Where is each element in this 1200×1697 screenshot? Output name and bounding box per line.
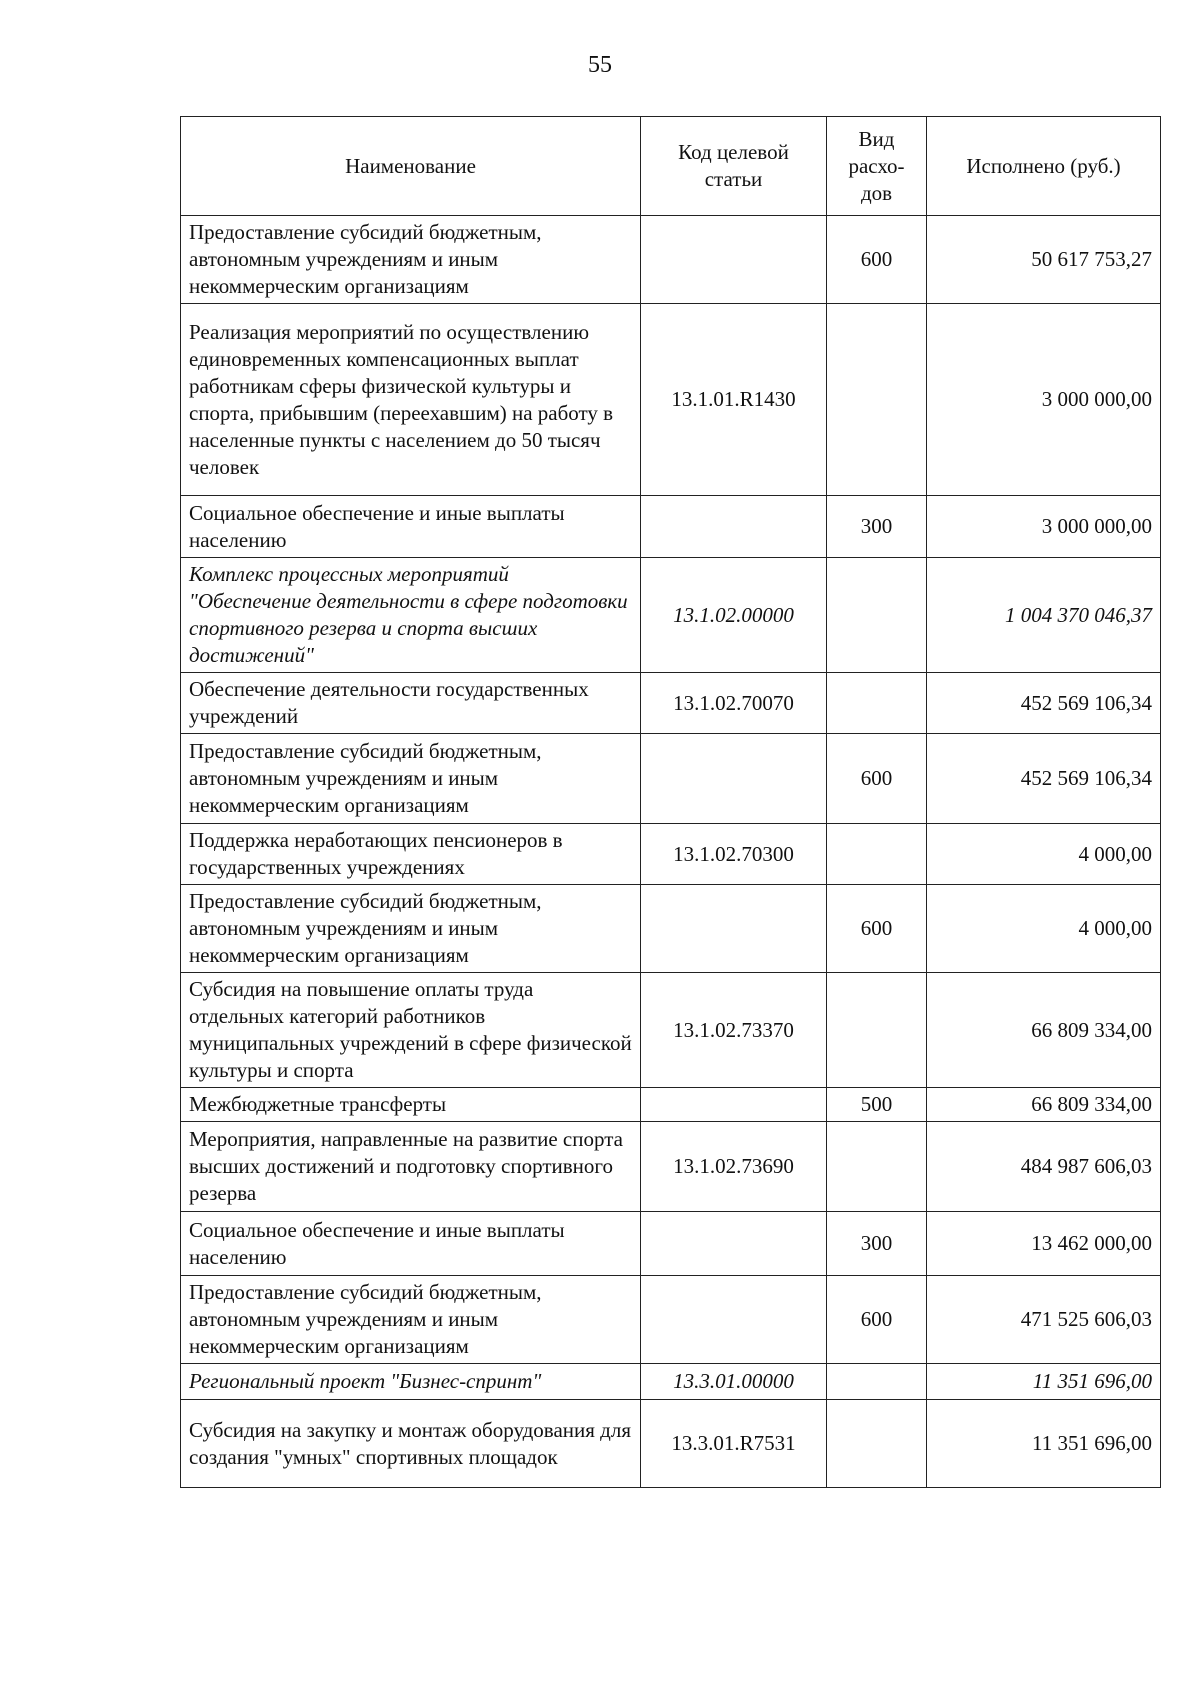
table-row bbox=[181, 1088, 1161, 1122]
cell-code bbox=[641, 1276, 827, 1364]
cell-sum: 3 000 000,00 bbox=[927, 304, 1161, 496]
cell-name: Социальное обеспечение и иные выплаты населению bbox=[181, 1212, 641, 1276]
cell-name: Поддержка неработающих пенсионеров в государственных учреждениях bbox=[181, 824, 641, 885]
cell-kind: 600 bbox=[827, 734, 927, 824]
cell-kind: 300 bbox=[827, 496, 927, 558]
cell-sum: 13 462 000,00 bbox=[927, 1212, 1161, 1276]
cell-sum: 4 000,00 bbox=[927, 885, 1161, 973]
table-row bbox=[181, 1212, 1161, 1276]
cell-code bbox=[641, 496, 827, 558]
cell-name: Региональный проект "Бизнес-спринт" bbox=[181, 1364, 641, 1400]
cell-code bbox=[641, 216, 827, 304]
cell-kind: 600 bbox=[827, 1276, 927, 1364]
cell-kind bbox=[827, 824, 927, 885]
cell-name: Мероприятия, направленные на развитие спорта высших достижений и подготовку спортивного резерва bbox=[181, 1122, 641, 1212]
budget-table bbox=[180, 116, 1161, 1488]
cell-name: Предоставление субсидий бюджетным, автономным учреждениям и иным некоммерческим организациям bbox=[181, 1276, 641, 1364]
cell-sum: 11 351 696,00 bbox=[927, 1400, 1161, 1488]
page-number: 55 bbox=[588, 52, 612, 78]
header-name: Наименование bbox=[181, 117, 641, 216]
table-body bbox=[181, 216, 1161, 1488]
header-code: Код целевой статьи bbox=[641, 117, 827, 216]
cell-kind bbox=[827, 1364, 927, 1400]
header-kind: Вид расхо-дов bbox=[827, 117, 927, 216]
cell-sum: 66 809 334,00 bbox=[927, 973, 1161, 1088]
table-row bbox=[181, 1364, 1161, 1400]
cell-name: Предоставление субсидий бюджетным, автономным учреждениям и иным некоммерческим организациям bbox=[181, 885, 641, 973]
cell-name: Предоставление субсидий бюджетным, автономным учреждениям и иным некоммерческим организациям bbox=[181, 734, 641, 824]
cell-sum: 66 809 334,00 bbox=[927, 1088, 1161, 1122]
cell-sum: 471 525 606,03 bbox=[927, 1276, 1161, 1364]
table-header-row bbox=[181, 117, 1161, 216]
cell-name: Социальное обеспечение и иные выплаты населению bbox=[181, 496, 641, 558]
table-row bbox=[181, 216, 1161, 304]
cell-name: Субсидия на закупку и монтаж оборудования для создания "умных" спортивных площадок bbox=[181, 1400, 641, 1488]
cell-kind: 500 bbox=[827, 1088, 927, 1122]
cell-code bbox=[641, 885, 827, 973]
table-row bbox=[181, 973, 1161, 1088]
table-row bbox=[181, 885, 1161, 973]
cell-code: 13.3.01.00000 bbox=[641, 1364, 827, 1400]
table-row bbox=[181, 824, 1161, 885]
cell-sum: 1 004 370 046,37 bbox=[927, 558, 1161, 673]
cell-code: 13.1.02.70300 bbox=[641, 824, 827, 885]
table-row bbox=[181, 734, 1161, 824]
cell-sum: 484 987 606,03 bbox=[927, 1122, 1161, 1212]
cell-kind bbox=[827, 1400, 927, 1488]
cell-name: Реализация мероприятий по осуществлению единовременных компенсационных выплат работникам сферы физической культуры и спорта, прибывшим (переехавшим) на работу в населенные пункты с населением до 50 тысяч человек bbox=[181, 304, 641, 496]
cell-name: Субсидия на повышение оплаты труда отдельных категорий работников муниципальных учреждений в сфере физической культуры и спорта bbox=[181, 973, 641, 1088]
table-row bbox=[181, 558, 1161, 673]
table-row bbox=[181, 1122, 1161, 1212]
cell-name: Комплекс процессных мероприятий "Обеспечение деятельности в сфере подготовки спортивного резерва и спорта высших достижений" bbox=[181, 558, 641, 673]
table-row bbox=[181, 304, 1161, 496]
cell-name: Предоставление субсидий бюджетным, автономным учреждениям и иным некоммерческим организациям bbox=[181, 216, 641, 304]
cell-code: 13.1.02.73690 bbox=[641, 1122, 827, 1212]
cell-kind: 600 bbox=[827, 885, 927, 973]
cell-name: Межбюджетные трансферты bbox=[181, 1088, 641, 1122]
header-sum: Исполнено (руб.) bbox=[927, 117, 1161, 216]
cell-kind bbox=[827, 1122, 927, 1212]
cell-code bbox=[641, 734, 827, 824]
table-row bbox=[181, 673, 1161, 734]
table-row bbox=[181, 1276, 1161, 1364]
cell-sum: 50 617 753,27 bbox=[927, 216, 1161, 304]
cell-kind: 600 bbox=[827, 216, 927, 304]
cell-kind bbox=[827, 304, 927, 496]
cell-name: Обеспечение деятельности государственных учреждений bbox=[181, 673, 641, 734]
cell-kind bbox=[827, 973, 927, 1088]
cell-code: 13.1.02.70070 bbox=[641, 673, 827, 734]
cell-code: 13.1.02.00000 bbox=[641, 558, 827, 673]
cell-sum: 4 000,00 bbox=[927, 824, 1161, 885]
cell-code bbox=[641, 1088, 827, 1122]
cell-code bbox=[641, 1212, 827, 1276]
cell-sum: 452 569 106,34 bbox=[927, 734, 1161, 824]
cell-kind bbox=[827, 673, 927, 734]
cell-sum: 3 000 000,00 bbox=[927, 496, 1161, 558]
cell-code: 13.3.01.R7531 bbox=[641, 1400, 827, 1488]
cell-sum: 11 351 696,00 bbox=[927, 1364, 1161, 1400]
cell-sum: 452 569 106,34 bbox=[927, 673, 1161, 734]
cell-code: 13.1.02.73370 bbox=[641, 973, 827, 1088]
cell-kind: 300 bbox=[827, 1212, 927, 1276]
table-row bbox=[181, 496, 1161, 558]
table-row bbox=[181, 1400, 1161, 1488]
cell-code: 13.1.01.R1430 bbox=[641, 304, 827, 496]
cell-kind bbox=[827, 558, 927, 673]
